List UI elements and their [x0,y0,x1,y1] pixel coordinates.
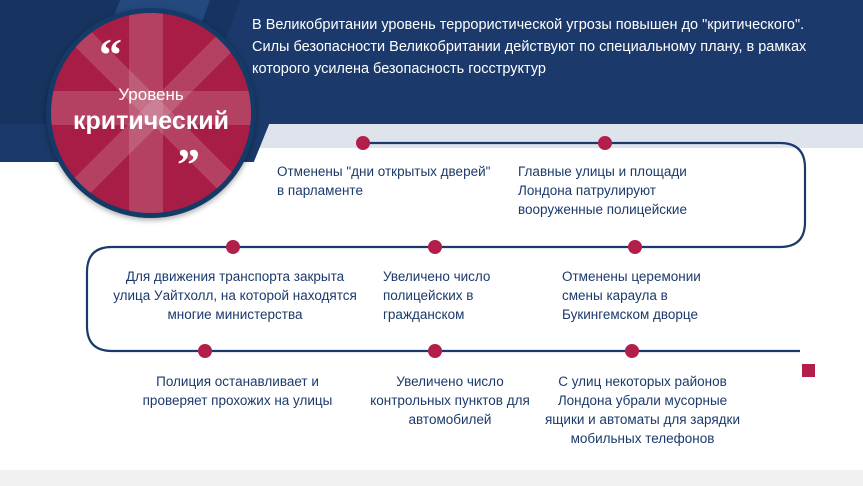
flow-item-6: Полиция останавливает и проверяет прохожих на улицы [142,374,333,408]
flow-item-5: Отменены церемонии смены караула в Букингемском дворце [562,269,701,322]
node-dot-7 [428,344,442,358]
badge-label-critical: критический [72,107,229,135]
flow-item-8: С улиц некоторых районов Лондона убрали мусорные ящики и автоматы для зарядки мобильных телефонов [544,374,740,446]
flow-item-4: Увеличено число полицейских в гражданском [383,269,491,322]
node-dot-4 [428,240,442,254]
node-dot-2 [598,136,612,150]
node-dot-5 [628,240,642,254]
end-marker [802,364,815,377]
flow-item-3: Для движения транспорта закрыта улица Уайтхолл, на которой находятся многие министерства [113,269,357,322]
quote-open-icon: “ [99,29,122,80]
flow-item-2: Главные улицы и площади Лондона патрулируют вооруженные полицейские [518,164,687,217]
node-dot-3 [226,240,240,254]
header-text: В Великобритании уровень террористической угрозы повышен до "критического". Силы безопасности Великобритании действуют по специальному плану, в рамках которого усилена безопасность госструктур [252,17,807,77]
node-dot-8 [625,344,639,358]
flow-item-7: Увеличено число контрольных пунктов для автомобилей [370,374,530,427]
badge-label-level: Уровень [118,85,184,104]
flow-item-1: Отменены "дни открытых дверей" в парламенте [277,164,491,198]
node-dot-6 [198,344,212,358]
threat-level-badge [46,8,256,218]
quote-close-icon: ” [177,139,200,190]
node-dot-1 [356,136,370,150]
